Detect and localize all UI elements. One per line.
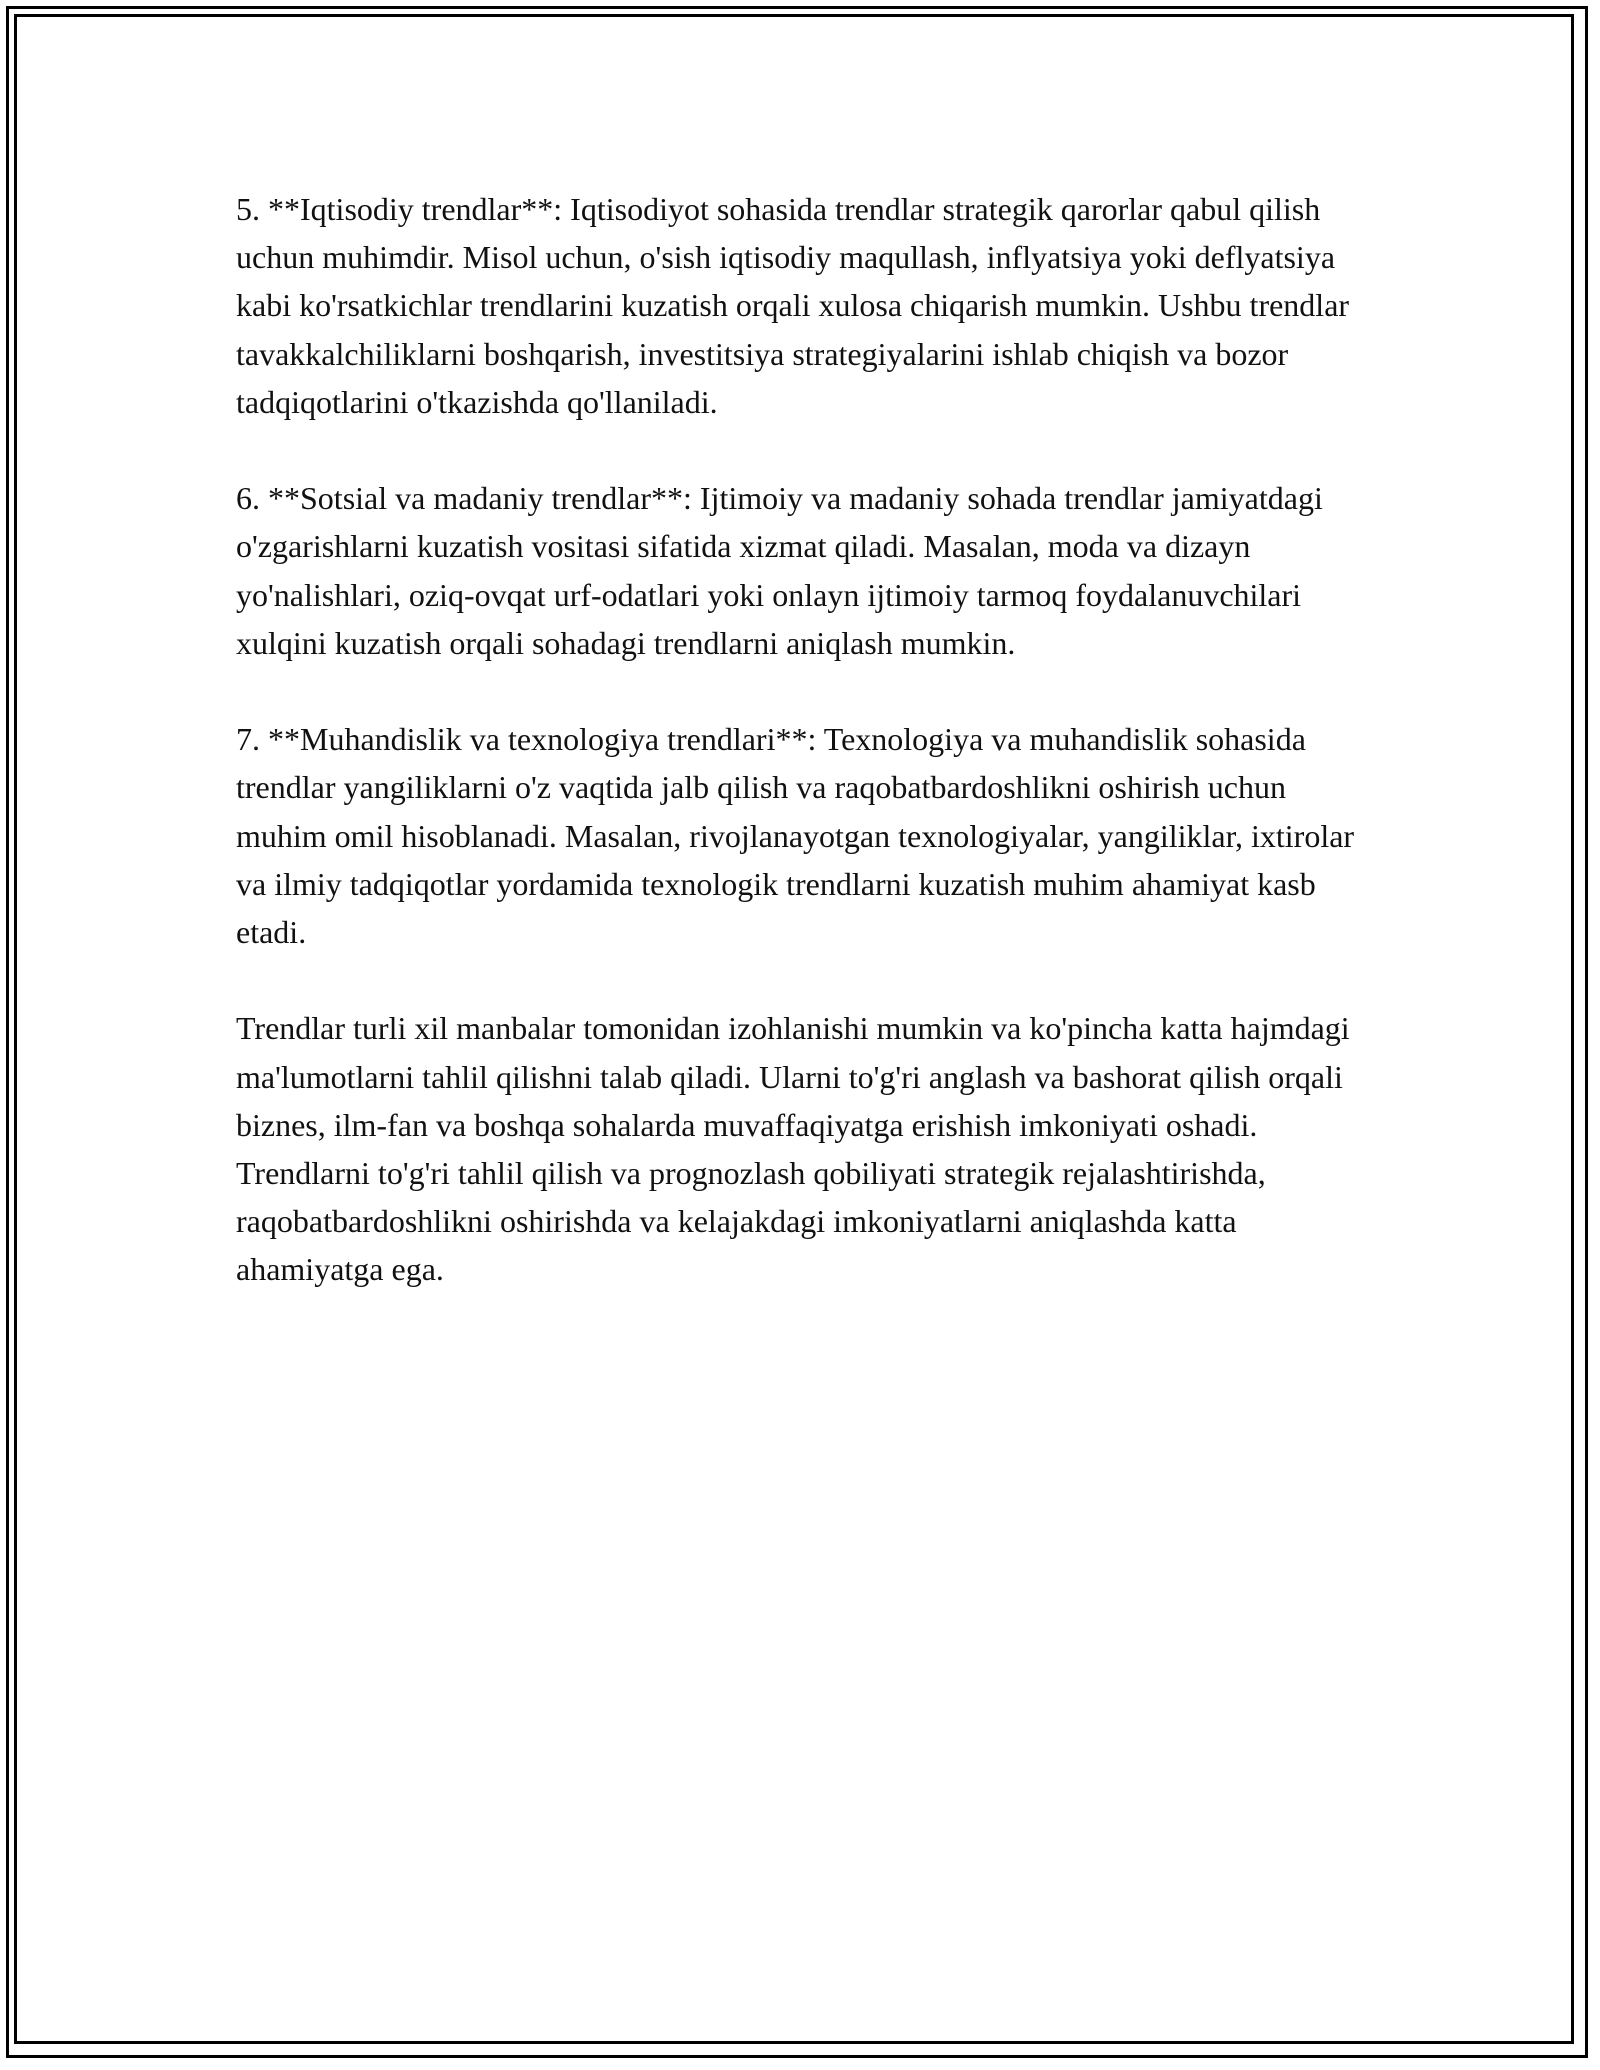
paragraph-social-cultural-trends: 6. **Sotsial va madaniy trendlar**: Ijtimoiy va madaniy sohada trendlar jamiyatdagi o'zgarishlarni kuzatish vositasi sifatida xizmat qiladi. Masalan, moda va dizayn yo'nalishlari, oziq-ovqat urf-odatlari yoki onlayn ijtimoiy tarmoq foydalanuvchilari xulqini kuzatish orqali sohadagi trendlarni aniqlash mumkin. <box>236 480 1323 661</box>
paragraph-conclusion: Trendlar turli xil manbalar tomonidan izohlanishi mumkin va ko'pincha katta hajmdagi ma'lumotlarni tahlil qilishni talab qiladi. Ularni to'g'ri anglash va bashorat qilish orqali biznes, ilm-fan va boshqa sohalarda muvaffaqiyatga erishish imkoniyati oshadi. Trendlarni to'g'ri tahlil qilish va prognozlash qobiliyati strategik rejalashtirishda, raqobatbardoshlikni oshirishda va kelajakdagi imkoniyatlarni aniqlashda katta ahamiyatga ega. <box>236 1010 1350 1288</box>
paragraph-economic-trends: 5. **Iqtisodiy trendlar**: Iqtisodiyot sohasida trendlar strategik qarorlar qabul qilish uchun muhimdir. Misol uchun, o'sish iqtisodiy maqullash, inflyatsiya yoki deflyatsiya kabi ko'rsatkichlar trendlarini kuzatish orqali xulosa chiqarish mumkin. Ushbu trendlar tavakkalchiliklarni boshqarish, investitsiya strategiyalarini ishlab chiqish va bozor tadqiqotlarini o'tkazishda qo'llaniladi. <box>236 191 1350 420</box>
document-body <box>236 185 1376 1342</box>
paragraph-engineering-technology-trends: 7. **Muhandislik va texnologiya trendlari**: Texnologiya va muhandislik sohasida trendlar yangiliklarni o'z vaqtida jalb qilish va raqobatbardoshlikni oshirish uchun muhim omil hisoblanadi. Masalan, rivojlanayotgan texnologiyalar, yangiliklar, ixtirolar va ilmiy tadqiqotlar yordamida texnologik trendlarni kuzatish muhim ahamiyat kasb etadi. <box>236 721 1355 951</box>
